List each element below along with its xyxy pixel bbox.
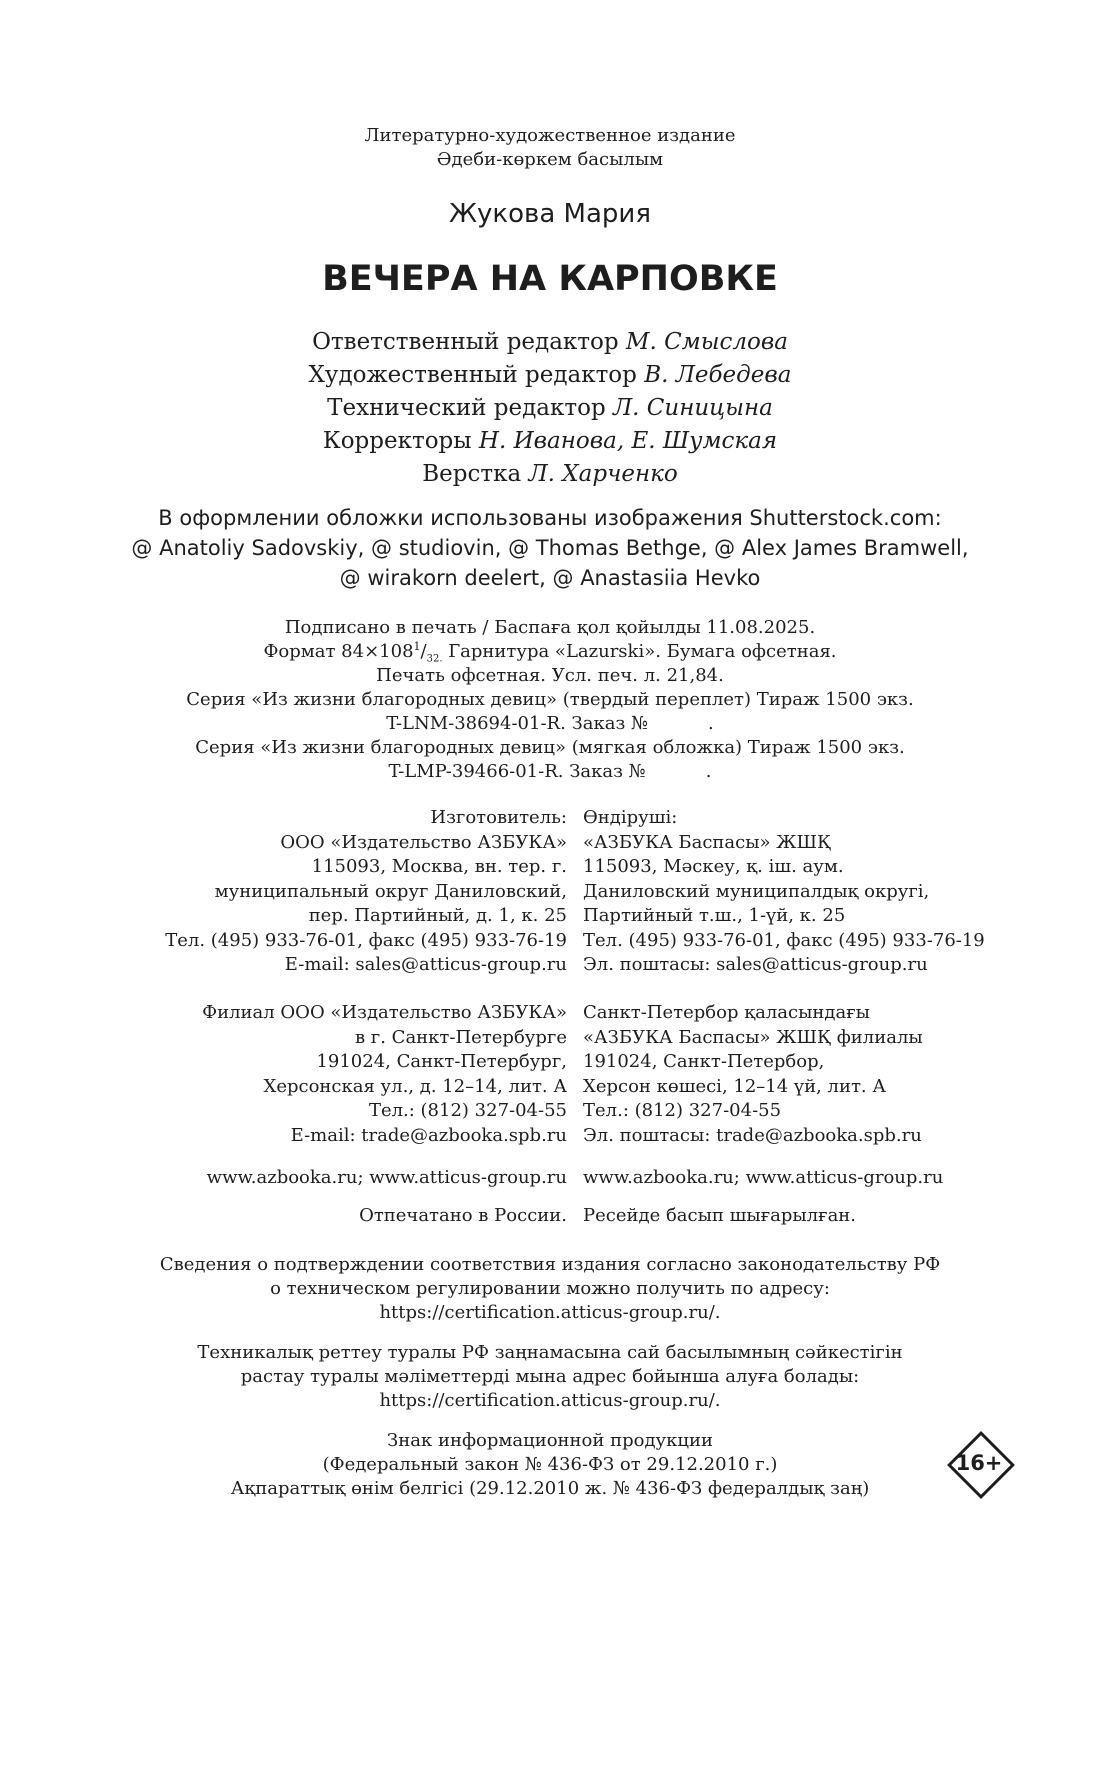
credit-line <box>0 359 1100 392</box>
manufacturer-kz <box>583 806 985 978</box>
branch-kz-line: «АЗБУКА Баспасы» ЖШҚ филиалы <box>583 1026 923 1048</box>
manufacturer-kz-line: Эл. поштасы: sales@atticus-group.ru <box>583 954 928 975</box>
branch-kz-line: 191024, Санкт-Петербор, <box>583 1051 825 1072</box>
sheets-line: Печать офсетная. Усл. печ. л. 21,84. <box>376 665 724 686</box>
credit-person: М. Смыслова <box>625 329 788 355</box>
credit-person: Н. Иванова, Е. Шумская <box>478 428 778 454</box>
series-hard-line: Серия «Из жизни благородных девиц» (твердый переплет) Тираж 1500 экз. <box>186 689 914 710</box>
cover-line: @ wirakorn deelert, @ Anastasiia Hevko <box>339 566 761 590</box>
credit-person: Л. Синицына <box>612 395 773 421</box>
credit-role: Верстка <box>422 461 522 487</box>
manufacturer-kz-line: Партийный т.ш., 1-үй, к. 25 <box>583 905 846 926</box>
manufacturer-ru-line: 115093, Москва, вн. тер. г. <box>311 856 567 877</box>
branch-ru <box>202 1001 567 1148</box>
credit-person: Л. Харченко <box>528 461 678 487</box>
credit-role: Корректоры <box>322 428 472 454</box>
author-name: Жукова Мария <box>449 199 651 229</box>
branch-kz-line: Эл. поштасы: trade@azbooka.spb.ru <box>583 1124 922 1146</box>
order-soft-line <box>0 760 1100 784</box>
credit-person: В. Лебедева <box>644 362 792 388</box>
info-mark-line: Знак информационной продукции <box>387 1430 713 1451</box>
branch-kz-line: Тел.: (812) 327-04-55 <box>583 1100 782 1121</box>
order-period: . <box>705 761 712 782</box>
manufacturer-kz-line: Даниловский муниципалдық округі, <box>583 880 930 902</box>
manufacturer-ru-line: Тел. (495) 933-76-01, факс (495) 933-76-19 <box>165 929 567 951</box>
credit-role: Художественный редактор <box>308 362 637 388</box>
info-mark-line: (Федеральный закон № 436-ФЗ от 29.12.2010 г.) <box>322 1454 778 1475</box>
cover-images-credit <box>0 503 1100 593</box>
manufacturer-ru-line: пер. Партийный, д. 1, к. 25 <box>308 905 567 926</box>
credit-line <box>0 458 1100 491</box>
certification-kz-line: растау туралы мәліметтерді мына адрес бойынша алуға болады: <box>240 1366 860 1387</box>
genre-block <box>0 124 1100 172</box>
credit-role: Технический редактор <box>327 395 606 421</box>
order-hard-code: T-LNM-38694-01-R. Заказ № <box>386 713 649 734</box>
manufacturer-ru-line: E-mail: sales@atticus-group.ru <box>284 954 567 975</box>
cover-line: @ Anatoliy Sadovskiy, @ studiovin, @ Thomas Bethge, @ Alex James Bramwell, <box>131 536 969 560</box>
certification-ru-line: Сведения о подтверждении соответствия издания согласно законодательству РФ <box>159 1254 941 1275</box>
signed-line: Подписано в печать / Баспаға қол қойылды 11.08.2025. <box>284 617 816 638</box>
certification-ru <box>0 1253 1100 1325</box>
credit-line <box>0 425 1100 458</box>
certification-ru-line: https://certification.atticus-group.ru/. <box>379 1302 721 1323</box>
format-prefix: Формат 84×108 <box>263 641 414 662</box>
certification-ru-line: о техническом регулировании можно получить по адресу: <box>270 1278 830 1299</box>
manufacturer-ru <box>165 806 567 978</box>
printed-in-kz: Ресейде басып шығарылған. <box>583 1205 857 1226</box>
printed-in-ru: Отпечатано в России. <box>359 1205 567 1226</box>
branch-ru-line: в г. Санкт-Петербурге <box>354 1026 567 1048</box>
format-numerator: 1 <box>413 640 421 653</box>
book-title: ВЕЧЕРА НА КАРПОВКЕ <box>322 259 778 299</box>
manufacturer-kz-line: 115093, Мәскеу, қ. іш. аум. <box>583 856 844 877</box>
age-rating-label: 16+ <box>955 1451 1003 1475</box>
website-ru: www.azbooka.ru; www.atticus-group.ru <box>206 1167 567 1188</box>
genre-ru: Литературно-художественное издание <box>364 125 736 146</box>
cover-line: В оформлении обложки использованы изображения Shutterstock.com: <box>158 506 942 530</box>
manufacturer-kz-line: «АЗБУКА Баспасы» ЖШҚ <box>583 831 831 853</box>
website-kz: www.azbooka.ru; www.atticus-group.ru <box>583 1167 944 1188</box>
series-soft-line: Серия «Из жизни благородных девиц» (мягкая обложка) Тираж 1500 экз. <box>195 737 905 758</box>
printing-info <box>0 616 1100 784</box>
branch-kz-line: Санкт-Петербор қаласындағы <box>583 1002 870 1023</box>
order-period: . <box>708 713 714 734</box>
branch-ru-line: 191024, Санкт-Петербург, <box>316 1051 567 1072</box>
branch-kz-line: Херсон көшесі, 12–14 үй, лит. А <box>583 1075 886 1097</box>
certification-kz <box>0 1341 1100 1413</box>
branch-kz <box>583 1001 923 1148</box>
certification-kz-line: Техникалық реттеу туралы РФ заңнамасына сай басылымның сәйкестігін <box>197 1342 903 1363</box>
branch-ru-line: Тел.: (812) 327-04-55 <box>368 1100 567 1121</box>
order-soft-code: T-LMP-39466-01-R. Заказ № <box>388 761 646 782</box>
manufacturer-ru-line: ООО «Издательство АЗБУКА» <box>280 831 567 853</box>
manufacturer-kz-line: Тел. (495) 933-76-01, факс (495) 933-76-19 <box>583 929 985 951</box>
format-line <box>0 640 1100 664</box>
certification-kz-line: https://certification.atticus-group.ru/. <box>379 1390 721 1411</box>
credit-role: Ответственный редактор <box>312 329 619 355</box>
branch-ru-line: E-mail: trade@azbooka.spb.ru <box>290 1124 567 1146</box>
genre-kz: Әдеби-көркем басылым <box>436 149 664 170</box>
manufacturer-ru-line: муниципальный округ Даниловский, <box>214 880 567 902</box>
info-mark-line: Ақпараттық өнім белгісі (29.12.2010 ж. № 436-ФЗ федералдық заң) <box>230 1478 870 1499</box>
order-hard-line <box>0 712 1100 736</box>
branch-ru-line: Херсонская ул., д. 12–14, лит. А <box>263 1075 567 1097</box>
format-slash: / <box>420 641 427 662</box>
branch-ru-line: Филиал ООО «Издательство АЗБУКА» <box>202 1002 567 1023</box>
manufacturer-kz-line: Өндіруші: <box>583 807 678 828</box>
info-mark <box>0 1429 1100 1501</box>
format-denominator: 32. <box>426 653 443 665</box>
format-suffix: Гарнитура «Lazurski». Бумага офсетная. <box>442 641 837 662</box>
credits-block <box>0 326 1100 491</box>
manufacturer-ru-line: Изготовитель: <box>430 807 567 828</box>
age-rating-badge <box>948 1432 1010 1494</box>
credit-line <box>0 392 1100 425</box>
credit-line <box>0 326 1100 359</box>
